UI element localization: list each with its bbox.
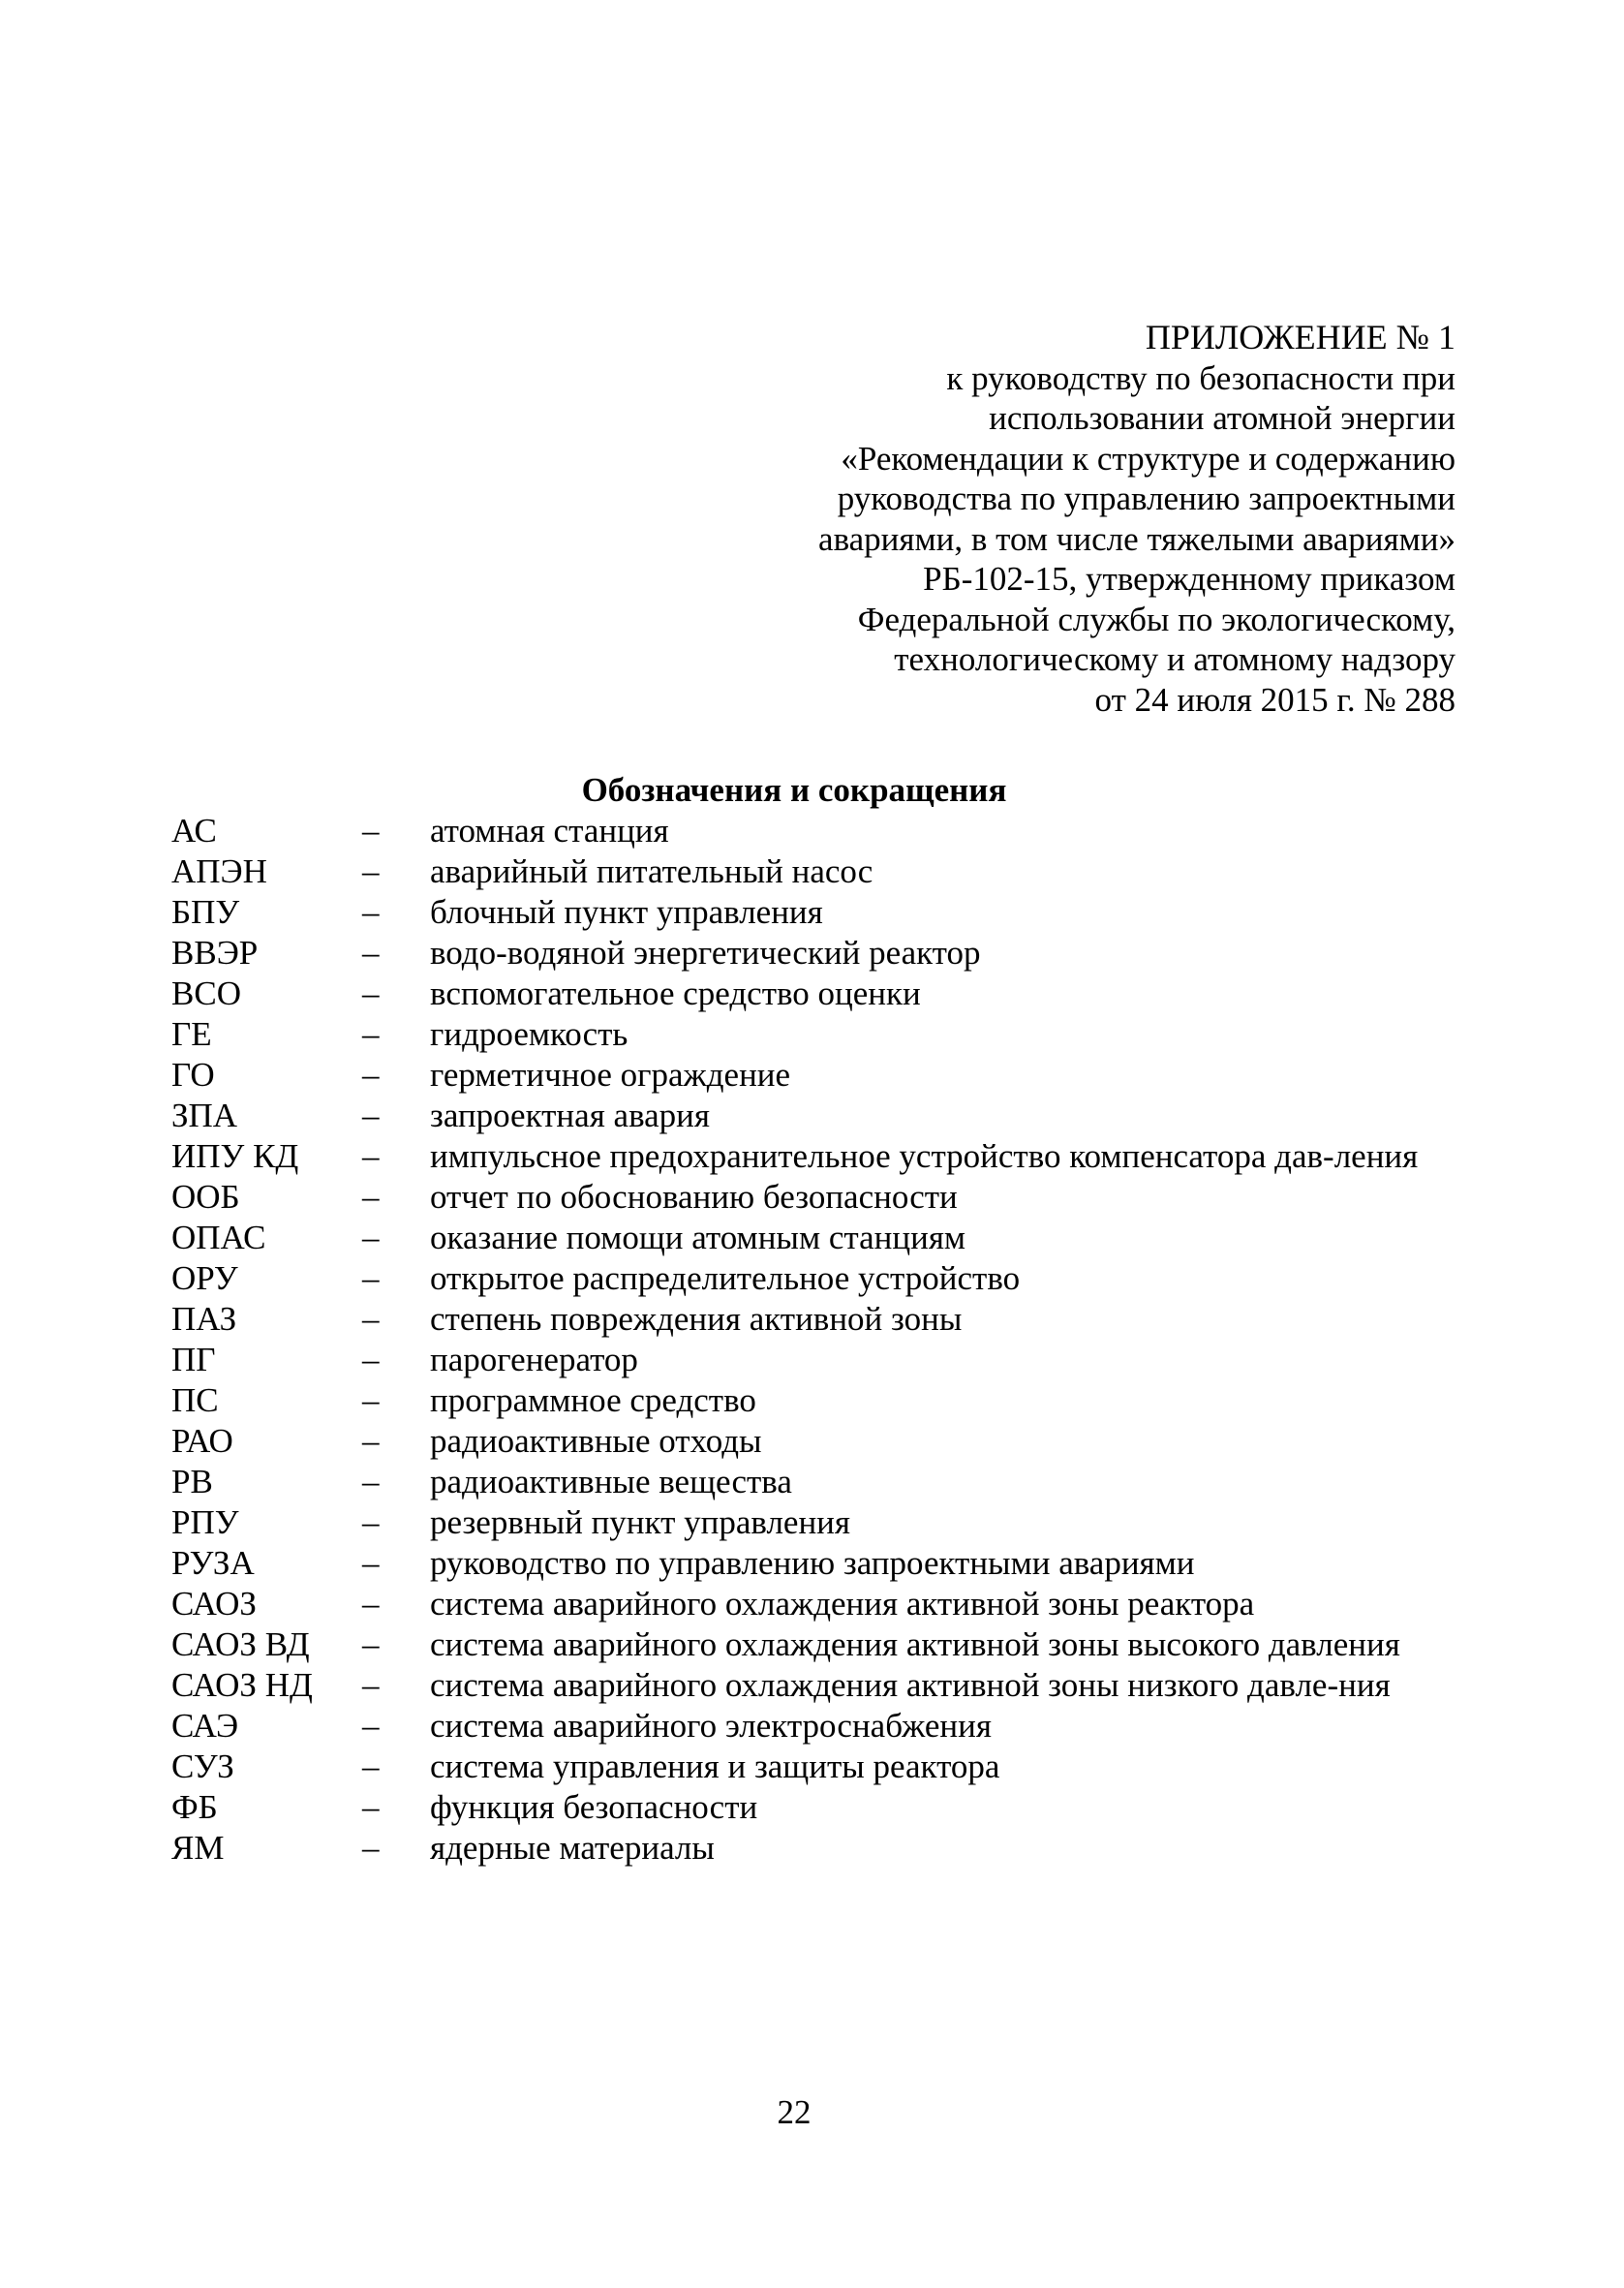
abbreviation-term: САОЗ ВД	[171, 1625, 310, 1663]
abbreviation-definition: система аварийного охлаждения активной зоны высокого давления	[430, 1625, 1400, 1663]
dash-separator: –	[362, 1300, 380, 1338]
dash-separator: –	[362, 1056, 380, 1094]
abbreviation-term: РУЗА	[171, 1544, 255, 1582]
abbreviation-row	[171, 1665, 1430, 1706]
abbreviation-definition: атомная станция	[430, 812, 669, 850]
dash-separator: –	[362, 1259, 380, 1297]
abbreviation-row	[171, 851, 1430, 892]
abbreviation-definition: герметичное ограждение	[430, 1056, 791, 1094]
dash-separator: –	[362, 893, 380, 931]
abbreviation-term: САОЗ	[171, 1585, 257, 1623]
appendix-line: использовании атомной энергии	[989, 399, 1455, 437]
abbreviation-definition: программное средство	[430, 1381, 756, 1419]
abbreviation-term: ВВЭР	[171, 934, 259, 972]
abbreviation-term: СУЗ	[171, 1747, 234, 1785]
abbreviation-term: ПС	[171, 1381, 219, 1419]
abbreviation-row	[171, 1787, 1430, 1828]
abbreviation-row	[171, 1340, 1430, 1380]
abbreviation-definition: система аварийного охлаждения активной зоны реактора	[430, 1585, 1255, 1623]
abbreviation-row	[171, 1096, 1430, 1136]
dash-separator: –	[362, 1178, 380, 1216]
dash-separator: –	[362, 1137, 380, 1175]
appendix-header	[487, 318, 1455, 720]
abbreviation-row	[171, 1177, 1430, 1218]
dash-separator: –	[362, 934, 380, 972]
dash-separator: –	[362, 1422, 380, 1460]
dash-separator: –	[362, 852, 380, 890]
abbreviation-row	[171, 974, 1430, 1014]
abbreviation-term: САЭ	[171, 1707, 239, 1745]
appendix-title: ПРИЛОЖЕНИЕ № 1	[1145, 318, 1455, 356]
abbreviation-definition: отчет по обоснованию безопасности	[430, 1178, 958, 1216]
abbreviation-definition: система управления и защиты реактора	[430, 1747, 1000, 1785]
abbreviation-term: ВСО	[171, 974, 241, 1012]
abbreviation-row	[171, 1014, 1430, 1055]
abbreviation-definition: радиоактивные отходы	[430, 1422, 762, 1460]
dash-separator: –	[362, 1015, 380, 1053]
dash-separator: –	[362, 1747, 380, 1785]
dash-separator: –	[362, 1829, 380, 1867]
abbreviation-term: ООБ	[171, 1178, 240, 1216]
abbreviation-row	[171, 933, 1430, 974]
appendix-line: «Рекомендации к структуре и содержанию	[841, 439, 1455, 478]
abbreviation-term: ИПУ КД	[171, 1137, 299, 1175]
abbreviation-row	[171, 1380, 1430, 1421]
dash-separator: –	[362, 1585, 380, 1623]
abbreviation-term: АС	[171, 812, 217, 850]
section-title: Обозначения и сокращения	[581, 771, 1007, 809]
abbreviation-term: САОЗ НД	[171, 1666, 313, 1704]
appendix-line: РБ-102-15, утвержденному приказом	[923, 560, 1455, 598]
abbreviation-row	[171, 1543, 1430, 1584]
appendix-line: от 24 июля 2015 г. № 288	[1094, 680, 1455, 719]
abbreviation-definition: импульсное предохранительное устройство компенсатора дав-ления	[430, 1137, 1419, 1175]
abbreviation-definition: функция безопасности	[430, 1788, 758, 1826]
dash-separator: –	[362, 1666, 380, 1704]
abbreviation-term: РАО	[171, 1422, 233, 1460]
dash-separator: –	[362, 1544, 380, 1582]
abbreviation-term: ПГ	[171, 1341, 216, 1378]
abbreviation-definition: степень повреждения активной зоны	[430, 1300, 963, 1338]
abbreviation-term: ОРУ	[171, 1259, 238, 1297]
abbreviation-definition: блочный пункт управления	[430, 893, 823, 931]
abbreviation-definition: радиоактивные вещества	[430, 1463, 792, 1500]
abbreviation-term: ЗПА	[171, 1097, 238, 1134]
abbreviation-row	[171, 1299, 1430, 1340]
dash-separator: –	[362, 1503, 380, 1541]
abbreviation-row	[171, 1502, 1430, 1543]
appendix-line: технологическому и атомному надзору	[894, 640, 1455, 678]
abbreviation-term: ГО	[171, 1056, 215, 1094]
dash-separator: –	[362, 1381, 380, 1419]
abbreviation-term: РПУ	[171, 1503, 239, 1541]
page-number: 22	[777, 2093, 812, 2131]
abbreviation-row	[171, 1258, 1430, 1299]
abbreviation-definition: аварийный питательный насос	[430, 852, 873, 890]
dash-separator: –	[362, 1463, 380, 1500]
abbreviation-row	[171, 1828, 1430, 1869]
dash-separator: –	[362, 812, 380, 850]
dash-separator: –	[362, 1097, 380, 1134]
abbreviation-term: БПУ	[171, 893, 240, 931]
abbreviation-row	[171, 811, 1430, 851]
abbreviation-definition: ядерные материалы	[430, 1829, 715, 1867]
dash-separator: –	[362, 1788, 380, 1826]
abbreviation-definition: гидроемкость	[430, 1015, 628, 1053]
abbreviation-row	[171, 1747, 1430, 1787]
dash-separator: –	[362, 1707, 380, 1745]
abbreviation-definition: резервный пункт управления	[430, 1503, 851, 1541]
abbreviation-term: АПЭН	[171, 852, 267, 890]
abbreviation-term: ФБ	[171, 1788, 218, 1826]
abbreviation-definition: система аварийного электроснабжения	[430, 1707, 992, 1745]
abbreviation-row	[171, 1421, 1430, 1462]
appendix-line: Федеральной службы по экологическому,	[857, 600, 1455, 638]
abbreviation-term: ПАЗ	[171, 1300, 237, 1338]
abbreviation-row	[171, 1706, 1430, 1747]
abbreviation-list	[171, 811, 1430, 1869]
abbreviation-term: ЯМ	[171, 1829, 225, 1867]
abbreviation-definition: запроектная авария	[430, 1097, 711, 1134]
abbreviation-term: РВ	[171, 1463, 213, 1500]
dash-separator: –	[362, 1341, 380, 1378]
abbreviation-definition: водо-водяной энергетический реактор	[430, 934, 981, 972]
dash-separator: –	[362, 974, 380, 1012]
abbreviation-row	[171, 892, 1430, 933]
abbreviation-row	[171, 1584, 1430, 1624]
abbreviation-row	[171, 1136, 1430, 1177]
abbreviation-term: ГЕ	[171, 1015, 212, 1053]
abbreviation-definition: вспомогательное средство оценки	[430, 974, 921, 1012]
abbreviation-definition: открытое распределительное устройство	[430, 1259, 1021, 1297]
dash-separator: –	[362, 1219, 380, 1256]
appendix-line: руководства по управлению запроектными	[837, 479, 1455, 517]
abbreviation-definition: парогенератор	[430, 1341, 638, 1378]
abbreviation-row	[171, 1055, 1430, 1096]
appendix-line: к руководству по безопасности при	[946, 358, 1455, 397]
abbreviation-row	[171, 1218, 1430, 1258]
appendix-line: авариями, в том числе тяжелыми авариями»	[818, 519, 1455, 558]
abbreviation-row	[171, 1462, 1430, 1502]
abbreviation-term: ОПАС	[171, 1219, 266, 1256]
abbreviation-definition: оказание помощи атомным станциям	[430, 1219, 966, 1256]
abbreviation-row	[171, 1624, 1430, 1665]
abbreviation-definition: система аварийного охлаждения активной зоны низкого давле-ния	[430, 1666, 1391, 1704]
dash-separator: –	[362, 1625, 380, 1663]
abbreviation-definition: руководство по управлению запроектными авариями	[430, 1544, 1195, 1582]
